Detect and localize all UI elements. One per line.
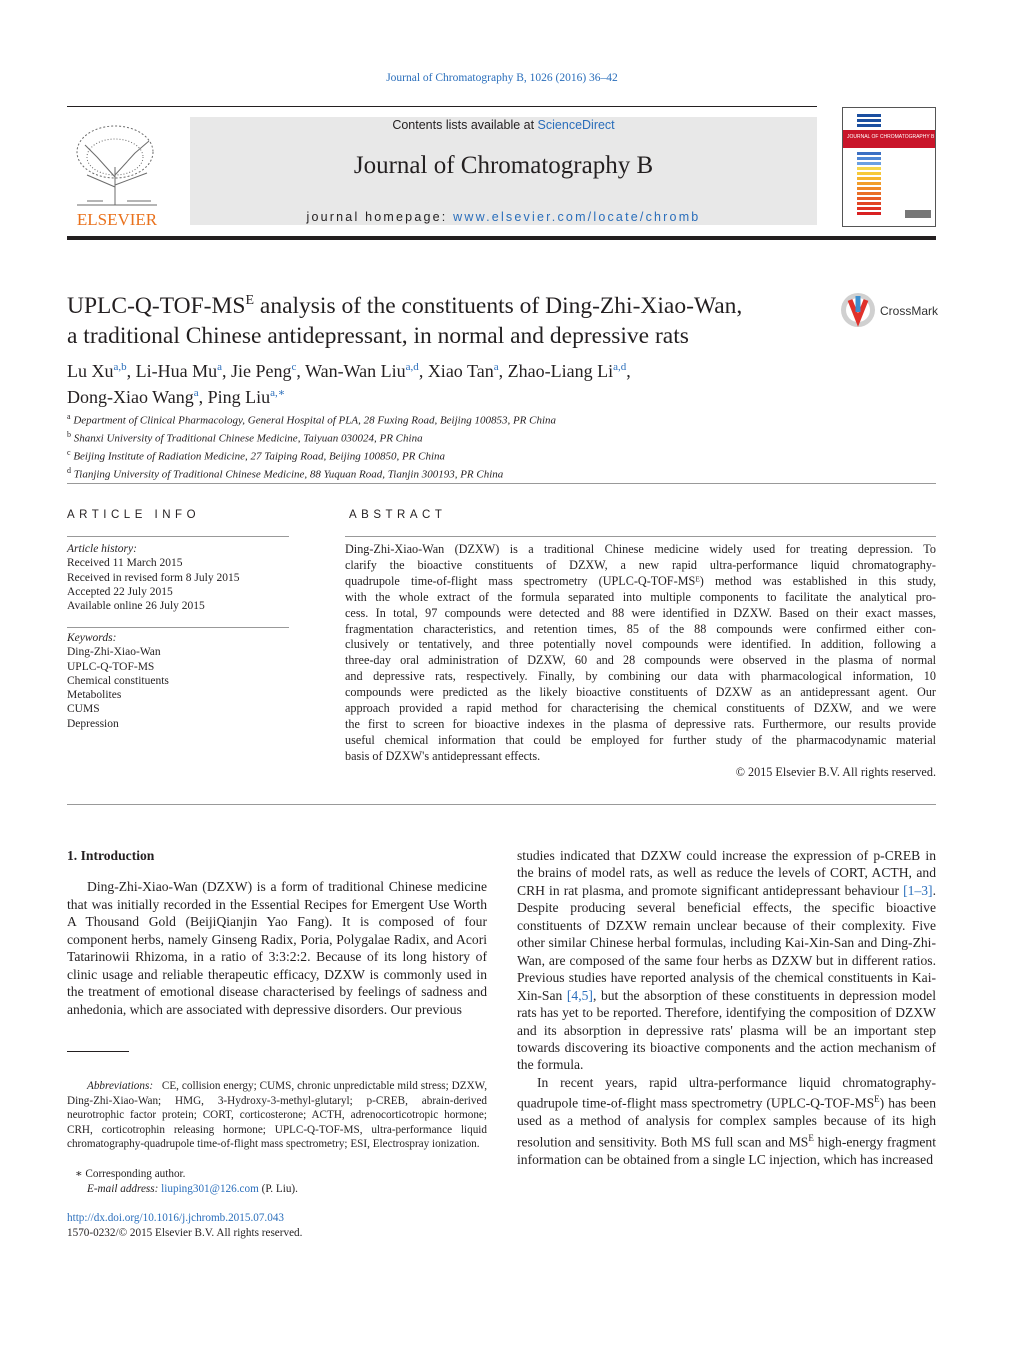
author-affiliation-marker[interactable]: c [291, 361, 297, 373]
contents-line [190, 118, 817, 132]
email-line [67, 1182, 487, 1197]
affiliation [67, 446, 556, 464]
author-separator: , [418, 361, 428, 381]
keyword: CUMS [67, 703, 100, 716]
article-history [67, 542, 289, 613]
author[interactable]: Xiao Tan [427, 361, 494, 381]
intro-paragraph [517, 847, 936, 1074]
author-separator: , [296, 361, 306, 381]
abstract-line: clusively or tentatively, and three potentially novel compounds were identified. In addition, following a [345, 637, 936, 652]
author[interactable]: Li-Hua Mu [135, 361, 218, 381]
header-thick-rule [67, 236, 936, 240]
contents-prefix: Contents lists available at [392, 118, 538, 132]
affiliation [67, 464, 556, 482]
author-separator: , [198, 387, 208, 407]
affiliation-key: b [67, 430, 71, 440]
author[interactable]: Lu Xu [67, 361, 114, 381]
sciencedirect-link[interactable]: ScienceDirect [537, 118, 615, 132]
history-entry: Received 11 March 2015 [67, 557, 183, 570]
author-separator: , [498, 361, 508, 381]
keywords [67, 631, 289, 731]
author[interactable]: Dong-Xiao Wang [67, 387, 194, 407]
cover-title: JOURNAL OF CHROMATOGRAPHY B [847, 134, 935, 140]
paragraph-text: , but the absorption of these constituents in depression model rats has yet to be reported. Therefore, identifying the composition of DZXW and its absorption in depressive rats' plasma will be an important step towards discovering its bioactive components and the action mechanism of the formula. [517, 987, 936, 1073]
affiliation-text: Shanxi University of Traditional Chinese Medicine, Taiyuan 030024, PR China [73, 432, 423, 445]
abstract-line: three-day oral administration of DZXW, 60 and 28 compounds were observed in the plasma of normal [345, 653, 936, 668]
history-entry: Accepted 22 July 2015 [67, 585, 173, 598]
author[interactable]: Jie Peng [231, 361, 292, 381]
abstract-line: quadrupole time-of-flight mass spectrometry (UPLC-Q-TOF-MSᴱ) method was established in this study, [345, 573, 936, 588]
paragraph-text: studies indicated that DZXW could increase the expression of p-CREB in the brains of model rats, as well as reduce the levels of CORT, ACTH, and CRH in rat plasma, and promote significant antidepressant behaviour [517, 848, 936, 898]
crossmark-label: CrossMark [880, 304, 939, 318]
affiliations-divider [67, 483, 936, 484]
keyword: Chemical constituents [67, 674, 169, 687]
abstract-line: useful chemical information that could be employed for further study of the pharmacodynamic material [345, 732, 936, 747]
abstract-line: with the whole extract of the formula separated into multiple components to facilitate the analytical pro- [345, 589, 936, 604]
homepage-link[interactable]: www.elsevier.com/locate/chromb [453, 210, 701, 224]
abstract-line: Ding-Zhi-Xiao-Wan (DZXW) is a traditional Chinese medicine widely used for treating depression. To [345, 542, 936, 556]
abstract-line: fragmentation characteristics, and retention times, 85 of the 88 compounds were confirmed either con- [345, 621, 936, 636]
title-part-b: analysis of the constituents of Ding-Zhi-Xiao-Wan, [254, 292, 743, 319]
title-part-a: UPLC-Q-TOF-MS [67, 292, 246, 319]
author-affiliation-marker[interactable]: a [217, 361, 223, 373]
author-affiliation-marker[interactable]: a,∗ [270, 387, 286, 399]
keyword: UPLC-Q-TOF-MS [67, 660, 155, 673]
author-list [67, 356, 937, 408]
author[interactable]: Zhao-Liang Li [507, 361, 614, 381]
corresponding-footnote [67, 1167, 487, 1196]
author-separator: , [222, 361, 232, 381]
intro-paragraph [517, 1074, 936, 1168]
intro-paragraph: Ding-Zhi-Xiao-Wan (DZXW) is a form of traditional Chinese medicine that was initially recorded in the Essential Recipes for Emergent Use Worth A Thousand Gold (BeijiQianjin Yao Fang). It is composed of four component herbs, namely Ginseng Radix, Poria, Polygalae Radix, and Acori Tatarinowii Rhizoma, in a ratio of 3:3:2:2. Because of its long history of clinic usage and reliable therapeutic efficacy, DZXW is commonly used in the treatment of emotional disease characterised by feelings of sadness and anhedonia, which are associated with depressive disorders. Our previous [67, 879, 487, 1017]
header-rule [67, 106, 817, 107]
title-part-c: a traditional Chinese antidepressant, in normal and depressive rats [67, 322, 689, 349]
citation-link[interactable]: [4,5] [566, 987, 593, 1003]
author-separator: , [126, 361, 136, 381]
abstract-divider [67, 804, 936, 805]
author-affiliation-marker[interactable]: a,b [113, 361, 127, 373]
journal-cover-graphic [843, 108, 935, 226]
section-heading: 1. Introduction [67, 848, 155, 863]
author-affiliation-marker[interactable]: a,d [405, 361, 419, 373]
author-affiliation-marker[interactable]: a,d [613, 361, 627, 373]
intro-right-column [517, 847, 936, 1168]
abstract-line: clarify the bioactive constituents of DZXW, a new rapid ultra-performance liquid chromatography- [345, 557, 936, 572]
doi-link[interactable]: http://dx.doi.org/10.1016/j.jchromb.2015.07.043 [67, 1212, 285, 1224]
affiliation-key: d [67, 466, 71, 476]
affiliation-text: Beijing Institute of Radiation Medicine, 27 Taiping Road, Beijing 100850, PR China [73, 450, 446, 463]
paragraph-text: . Despite producing several beneficial effects, the specific bioactive constituents of DZXW remain unclear because of their complexity. Five other similar Chinese herbal formulas, including Kai-Xin-San and Ding-Zhi-Wan, are composed of the same four herbs as DZXW but in different ratios. Previous studies have reported analysis of the chemical constituents in Kai-Xin-San [517, 882, 936, 1003]
citation-link[interactable]: [1–3] [903, 882, 933, 898]
affiliation-key: a [67, 412, 71, 421]
issn-line: 1570-0232/© 2015 Elsevier B.V. All rights reserved. [67, 1226, 303, 1239]
author-affiliation-marker[interactable]: a [493, 361, 499, 373]
abstract-rule [345, 536, 936, 537]
paragraph-text: high-energy fragment information can be obtained from a single LC injection, which has increased [517, 1134, 936, 1167]
abstract-text [345, 542, 936, 765]
doi-block [67, 1211, 302, 1240]
author[interactable]: Wan-Wan Liu [305, 361, 406, 381]
affiliation-text: Tianjing University of Traditional Chinese Medicine, 88 Yuquan Road, Tianjin 300193, PR China [73, 469, 504, 482]
history-entry: Received in revised form 8 July 2015 [67, 571, 240, 584]
abbreviations-text: CE, collision energy; CUMS, chronic unpredictable mild stress; DZXW, Ding-Zhi-Xiao-Wan; HMG, 3-Hydroxy-3-methyl-glutaryl; p-CREB, abrain-derived neurotrophic factor protein; CORT, corticosterone; ACTH, adrenocorticotropic hormone; CRH, corticotrophin releasing hormone; UPLC-Q-TOF-MS, ultra-performance liquid chromatography-quadrupole time-of-flight mass spectrometry; ESI, Electrospray ionization. [67, 1080, 488, 1150]
email-link[interactable]: liuping301@126.com [161, 1182, 259, 1195]
history-label: Article history: [67, 543, 137, 555]
affiliations [67, 410, 556, 483]
keyword: Ding-Zhi-Xiao-Wan [67, 646, 161, 659]
keyword: Metabolites [67, 689, 122, 702]
paragraph-text: ) has been used as a method of analysis for complex samples because of its high resolution and sensitivity. Both MS full scan and MS [517, 1095, 936, 1150]
title-superscript: E [245, 293, 255, 308]
homepage-prefix: journal homepage: [306, 210, 454, 224]
journal-cover-image[interactable] [842, 107, 936, 227]
journal-title: Journal of Chromatography B [353, 152, 654, 179]
crossmark-badge[interactable] [840, 290, 940, 330]
journal-homepage [190, 210, 817, 224]
footnote-rule [67, 1051, 129, 1052]
journal-citation[interactable]: Journal of Chromatography B, 1026 (2016) 36–42 [386, 72, 618, 84]
author[interactable]: Ping Liu [207, 387, 271, 407]
abstract-copyright: © 2015 Elsevier B.V. All rights reserved. [735, 765, 936, 779]
superscript: E [808, 1132, 814, 1143]
abbreviations-footnote [67, 1079, 487, 1152]
article-info-heading: ARTICLE INFO [67, 509, 201, 521]
author-affiliation-marker[interactable]: a [193, 387, 199, 399]
affiliation [67, 428, 556, 446]
abstract-line: basis of DZXW's antidepressant effects. [345, 748, 541, 763]
crossmark-icon [840, 290, 940, 330]
abstract-line: compounds were predicted as the likely bioactive constituents of DZXW as an antidepressant agent. Our [345, 685, 936, 700]
superscript: E [874, 1094, 880, 1105]
abstract-line: approach provided a rapid method for characterising the chemical constituents of DZXW, and we were [345, 701, 936, 716]
abstract-line: cess. In total, 97 compounds were detected and 88 were identified in DZXW. Based on their exact masses, [345, 605, 936, 620]
email-label: E-mail address: [87, 1182, 162, 1195]
keyword: Depression [67, 717, 119, 730]
history-entry: Available online 26 July 2015 [67, 600, 205, 613]
author-separator: , [626, 361, 631, 381]
affiliation-key: c [67, 448, 71, 458]
abbreviations-label: Abbreviations: [87, 1080, 154, 1092]
affiliation-text: Department of Clinical Pharmacology, General Hospital of PLA, 28 Fuxing Road, Beijing 100853, PR China [73, 414, 557, 427]
paragraph-text: In recent years, rapid ultra-performance liquid chromatography-quadrupole time-of-flight mass spectrometry (UPLC-Q-TOF-MS [517, 1074, 936, 1111]
keywords-label: Keywords: [67, 632, 117, 644]
elsevier-tree-icon [67, 117, 167, 229]
article-info-rule [67, 536, 289, 537]
elsevier-logo [67, 117, 167, 229]
abstract-line: the first to screen for bioactive indexes in the plasma of depressive rats. Furthermore, our results provide [345, 716, 936, 731]
elsevier-wordmark: ELSEVIER [76, 210, 158, 229]
corresponding-author: ∗ Corresponding author. [75, 1168, 186, 1180]
abstract-line: and depressive rats, respectively. Finally, by combining our data with pharmacological information, 10 [345, 669, 936, 684]
keywords-rule [67, 627, 289, 628]
abstract-heading: ABSTRACT [349, 509, 447, 521]
article-title [67, 286, 827, 351]
intro-left-column [67, 847, 487, 1018]
affiliation [67, 410, 556, 428]
email-suffix: (P. Liu). [258, 1182, 298, 1195]
